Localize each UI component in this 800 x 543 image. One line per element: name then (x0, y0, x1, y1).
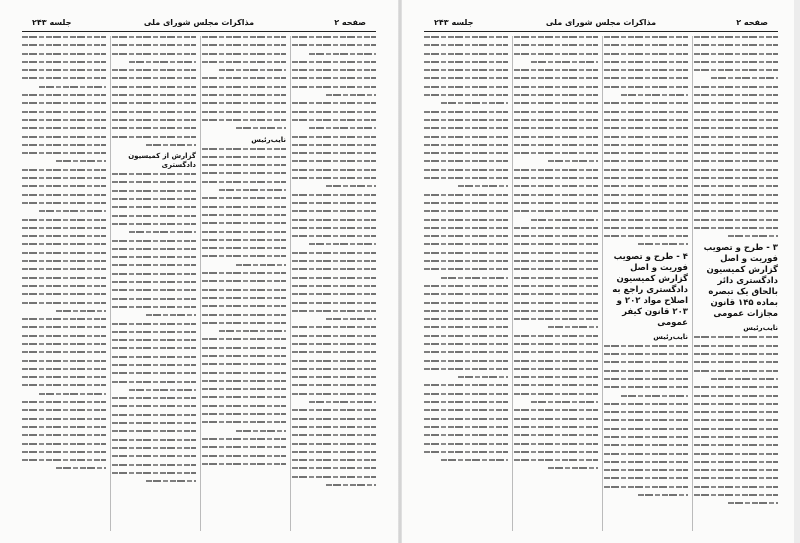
column-divider (512, 36, 513, 531)
publication-title: مذاکرات مجلس شورای ملی (545, 18, 657, 27)
right-page (402, 0, 800, 543)
agenda-heading-3: ۳ - طرح و تصویب فوریت و اصل گزارش کمیسیون دادگستری دائر بالحاق یک تبصره بماده ۱۴۵ قانون مجازات عمومی (703, 243, 778, 320)
column-divider (290, 36, 291, 531)
text-column-4 (424, 36, 508, 533)
text-column-1 (694, 36, 778, 533)
left-page (0, 0, 398, 543)
publication-title: مذاکرات مجلس شورای ملی (143, 18, 255, 27)
text-column-2 (604, 36, 688, 533)
right-page-header (424, 18, 778, 30)
column-divider (110, 36, 111, 531)
page-edge (794, 0, 800, 543)
session-number: جلسه ۲۴۳ (434, 18, 474, 27)
column-divider (692, 36, 693, 531)
text-column-2 (202, 36, 286, 533)
agenda-heading-4: ۴ - طرح و تصویب فوریت و اصل گزارش کمیسیون دادگستری راجع به اصلاح مواد ۲۰۲ و ۲۰۳ قانون کیفر عمومی (612, 251, 688, 328)
page-number: صفحه ۲ (334, 18, 366, 27)
page-number: صفحه ۲ (736, 18, 768, 27)
left-page-header (22, 18, 376, 30)
session-number: جلسه ۲۴۳ (32, 18, 72, 27)
column-divider (200, 36, 201, 531)
column-divider (602, 36, 603, 531)
speaker-label: گزارش از کمیسیون دادگستری (128, 152, 196, 170)
speaker-label: نایب‌رئیس (743, 324, 778, 333)
speaker-label: نایب‌رئیس (653, 332, 688, 341)
text-column-1 (292, 36, 376, 533)
text-column-3 (112, 36, 196, 533)
text-column-3 (514, 36, 598, 533)
header-rule (22, 31, 376, 32)
text-column-4 (22, 36, 106, 533)
speaker-label: نایب‌رئیس (251, 135, 286, 144)
header-rule (424, 31, 778, 32)
